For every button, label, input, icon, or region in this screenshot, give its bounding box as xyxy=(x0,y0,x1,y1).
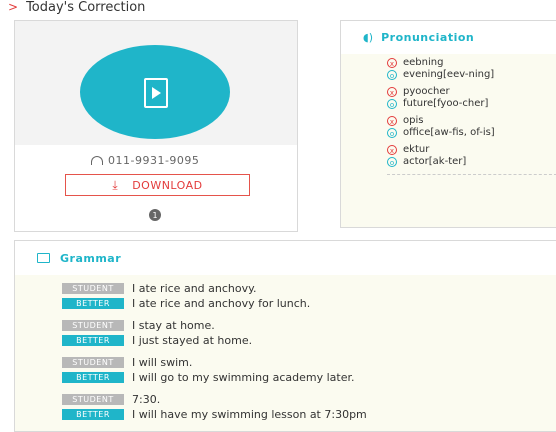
pronunciation-list xyxy=(387,57,556,173)
grammar-item xyxy=(62,355,367,384)
pronunciation-card xyxy=(340,20,556,228)
correct-mark-icon: o xyxy=(387,99,397,109)
correct-mark-icon: o xyxy=(387,157,397,167)
student-tag: STUDENT xyxy=(62,394,124,405)
play-icon xyxy=(152,87,161,99)
student-line xyxy=(62,355,367,369)
pronunciation-item xyxy=(387,57,556,81)
phone-info xyxy=(91,154,199,167)
better-tag: BETTER xyxy=(62,372,124,383)
better-tag: BETTER xyxy=(62,298,124,309)
pronunciation-title: Pronunciation xyxy=(381,31,475,44)
correct-text: office[aw-fis, of-is] xyxy=(403,127,495,138)
correct-text: actor[ak-ter] xyxy=(403,156,467,167)
better-line xyxy=(62,370,367,384)
correct-pronunciation xyxy=(387,69,556,81)
phone-icon xyxy=(91,156,103,165)
grammar-title: Grammar xyxy=(60,251,122,265)
better-tag: BETTER xyxy=(62,409,124,420)
grammar-item xyxy=(62,281,367,310)
correct-text: evening[eev-ning] xyxy=(403,69,495,80)
student-line xyxy=(62,318,367,332)
pronunciation-item xyxy=(387,86,556,110)
wrong-mark-icon: x xyxy=(387,87,397,97)
video-icon xyxy=(144,78,168,108)
grammar-list xyxy=(62,281,367,429)
download-label: DOWNLOAD xyxy=(132,178,203,192)
wrong-text: ektur xyxy=(403,144,430,155)
student-sentence: I will swim. xyxy=(132,355,193,369)
section-header xyxy=(8,0,145,17)
pronunciation-item xyxy=(387,115,556,139)
better-line xyxy=(62,407,367,421)
download-button[interactable] xyxy=(65,174,250,196)
student-tag: STUDENT xyxy=(62,357,124,368)
wrong-pronunciation xyxy=(387,86,556,98)
correct-mark-icon: o xyxy=(387,70,397,80)
correct-pronunciation xyxy=(387,156,556,168)
wrong-pronunciation xyxy=(387,144,556,156)
better-sentence: I ate rice and anchovy for lunch. xyxy=(132,296,311,310)
grammar-header xyxy=(15,241,556,275)
page-indicator[interactable]: 1 xyxy=(149,209,161,221)
wrong-pronunciation xyxy=(387,115,556,127)
divider xyxy=(387,174,556,175)
student-tag: STUDENT xyxy=(62,283,124,294)
phone-number: 011-9931-9095 xyxy=(108,154,200,167)
video-preview-area xyxy=(15,21,297,145)
student-sentence: I ate rice and anchovy. xyxy=(132,281,257,295)
better-tag: BETTER xyxy=(62,335,124,346)
wrong-mark-icon: x xyxy=(387,58,397,68)
student-sentence: I stay at home. xyxy=(132,318,215,332)
download-icon: ⤓ xyxy=(112,177,119,192)
chevron-right-icon: > xyxy=(8,0,19,14)
student-line xyxy=(62,392,367,406)
speaker-icon: ◖) xyxy=(363,31,374,44)
better-sentence: I will have my swimming lesson at 7:30pm xyxy=(132,407,367,421)
book-icon xyxy=(37,253,50,263)
video-card xyxy=(14,20,298,232)
correct-pronunciation xyxy=(387,127,556,139)
wrong-text: eebning xyxy=(403,57,444,68)
correct-mark-icon: o xyxy=(387,128,397,138)
wrong-text: opis xyxy=(403,115,424,126)
grammar-card xyxy=(14,240,556,432)
grammar-item xyxy=(62,392,367,421)
wrong-mark-icon: x xyxy=(387,116,397,126)
student-tag: STUDENT xyxy=(62,320,124,331)
better-sentence: I will go to my swimming academy later. xyxy=(132,370,355,384)
student-sentence: 7:30. xyxy=(132,392,161,406)
pronunciation-header xyxy=(341,21,556,54)
better-sentence: I just stayed at home. xyxy=(132,333,253,347)
better-line xyxy=(62,333,367,347)
correct-pronunciation xyxy=(387,98,556,110)
section-title: Today's Correction xyxy=(26,0,146,15)
pronunciation-item xyxy=(387,144,556,168)
grammar-item xyxy=(62,318,367,347)
better-line xyxy=(62,296,367,310)
play-video-button[interactable] xyxy=(80,45,230,139)
wrong-pronunciation xyxy=(387,57,556,69)
wrong-mark-icon: x xyxy=(387,145,397,155)
wrong-text: pyoocher xyxy=(403,86,450,97)
student-line xyxy=(62,281,367,295)
correct-text: future[fyoo-cher] xyxy=(403,98,489,109)
